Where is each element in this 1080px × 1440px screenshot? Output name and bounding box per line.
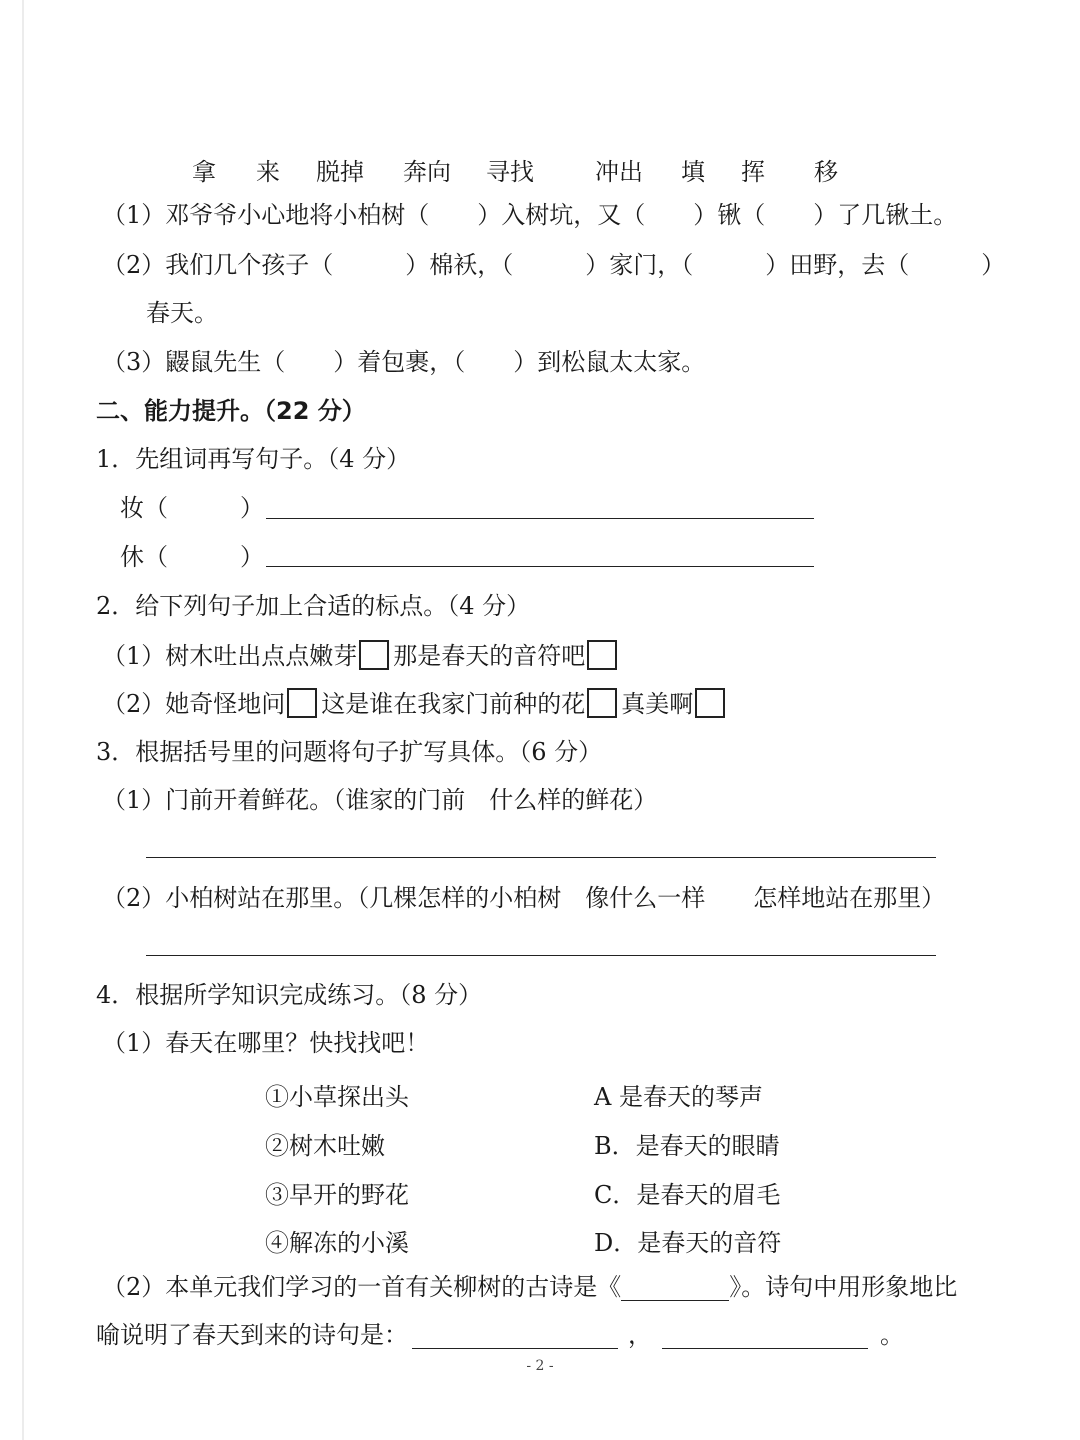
match-left-item[interactable]: ④解冻的小溪 — [265, 1229, 409, 1257]
question-text: （2）本单元我们学习的一首有关柳树的古诗是《 — [102, 1273, 622, 1301]
word-bank-item: 移 — [814, 158, 838, 186]
word-bank-item: 脱掉 — [316, 158, 364, 186]
question-4-title: 4．根据所学知识完成练习。（8 分） — [96, 981, 483, 1009]
expand-sentence-2: （2）小柏树站在那里。（几棵怎样的小柏树 像什么一样 怎样地站在那里） — [102, 884, 946, 912]
section-heading: 二、能力提升。（22 分） — [96, 397, 366, 425]
question-text: ， — [628, 1321, 652, 1349]
poem-question-line-1 — [102, 1272, 957, 1302]
matching-prompt: （1）春天在哪里？快找找吧！ — [102, 1029, 430, 1057]
fill-sentence-1: （1）邓爷爷小心地将小柏树（ ）入树坑，又（ ）锹（ ）了几锹土。 — [102, 201, 958, 229]
question-text: 》。诗句中用形象地比 — [729, 1273, 958, 1301]
answer-line[interactable] — [146, 955, 936, 956]
page-number: - 2 - — [526, 1358, 554, 1374]
answer-blank[interactable] — [662, 1326, 868, 1349]
word-bank-item: 挥 — [741, 158, 765, 186]
fill-sentence-3: （3）鼹鼠先生（ ）着包裹，（ ）到松鼠太太家。 — [102, 348, 706, 376]
word-char-1: 妆（ ） — [120, 494, 264, 522]
question-1-title: 1．先组词再写句子。（4 分） — [96, 445, 411, 473]
punctuation-box[interactable] — [359, 640, 389, 670]
scan-edge — [22, 0, 24, 1440]
word-bank-item: 奔向 — [403, 158, 451, 186]
word-bank-item: 冲出 — [595, 158, 643, 186]
match-right-item[interactable]: A 是春天的琴声 — [594, 1083, 763, 1111]
word-bank-item: 寻找 — [486, 158, 534, 186]
answer-blank[interactable] — [412, 1326, 618, 1349]
punctuation-sentence-1 — [102, 640, 621, 671]
punctuation-box[interactable] — [587, 688, 617, 718]
fill-sentence-2-cont: 春天。 — [146, 299, 218, 327]
fill-sentence-2: （2）我们几个孩子（ ）棉袄，（ ）家门，（ ）田野，去（ ） — [102, 251, 1006, 279]
poem-question-line-2 — [96, 1320, 904, 1350]
word-bank-item: 来 — [256, 158, 280, 186]
punctuation-sentence-2 — [102, 688, 729, 719]
word-bank-item: 拿 — [192, 158, 216, 186]
question-text: 喻说明了春天到来的诗句是： — [96, 1321, 408, 1349]
sentence-part: 那是春天的音符吧 — [393, 642, 586, 670]
punctuation-box[interactable] — [587, 640, 617, 670]
question-3-title: 3．根据括号里的问题将句子扩写具体。（6 分） — [96, 738, 603, 766]
match-right-item[interactable]: C．是春天的眉毛 — [594, 1181, 781, 1209]
answer-line[interactable] — [266, 518, 814, 519]
expand-sentence-1: （1）门前开着鲜花。（谁家的门前 什么样的鲜花） — [102, 786, 658, 814]
match-left-item[interactable]: ③早开的野花 — [265, 1181, 409, 1209]
question-2-title: 2．给下列句子加上合适的标点。（4 分） — [96, 592, 531, 620]
punctuation-box[interactable] — [695, 688, 725, 718]
word-bank-item: 填 — [681, 158, 705, 186]
match-left-item[interactable]: ①小草探出头 — [265, 1083, 409, 1111]
sentence-part: （2）她奇怪地问 — [102, 690, 286, 718]
sentence-part: 这是谁在我家门前种的花 — [321, 690, 586, 718]
question-text: 。 — [880, 1321, 904, 1349]
word-char-2: 休（ ） — [120, 543, 264, 571]
match-left-item[interactable]: ②树木吐嫩 — [265, 1132, 385, 1160]
sentence-part: （1）树木吐出点点嫩芽 — [102, 642, 358, 670]
match-right-item[interactable]: B．是春天的眼睛 — [594, 1132, 780, 1160]
answer-line[interactable] — [266, 566, 814, 567]
answer-line[interactable] — [146, 857, 936, 858]
match-right-item[interactable]: D．是春天的音符 — [594, 1229, 782, 1257]
punctuation-box[interactable] — [287, 688, 317, 718]
sentence-part: 真美啊 — [621, 690, 694, 718]
answer-blank[interactable] — [621, 1278, 729, 1301]
